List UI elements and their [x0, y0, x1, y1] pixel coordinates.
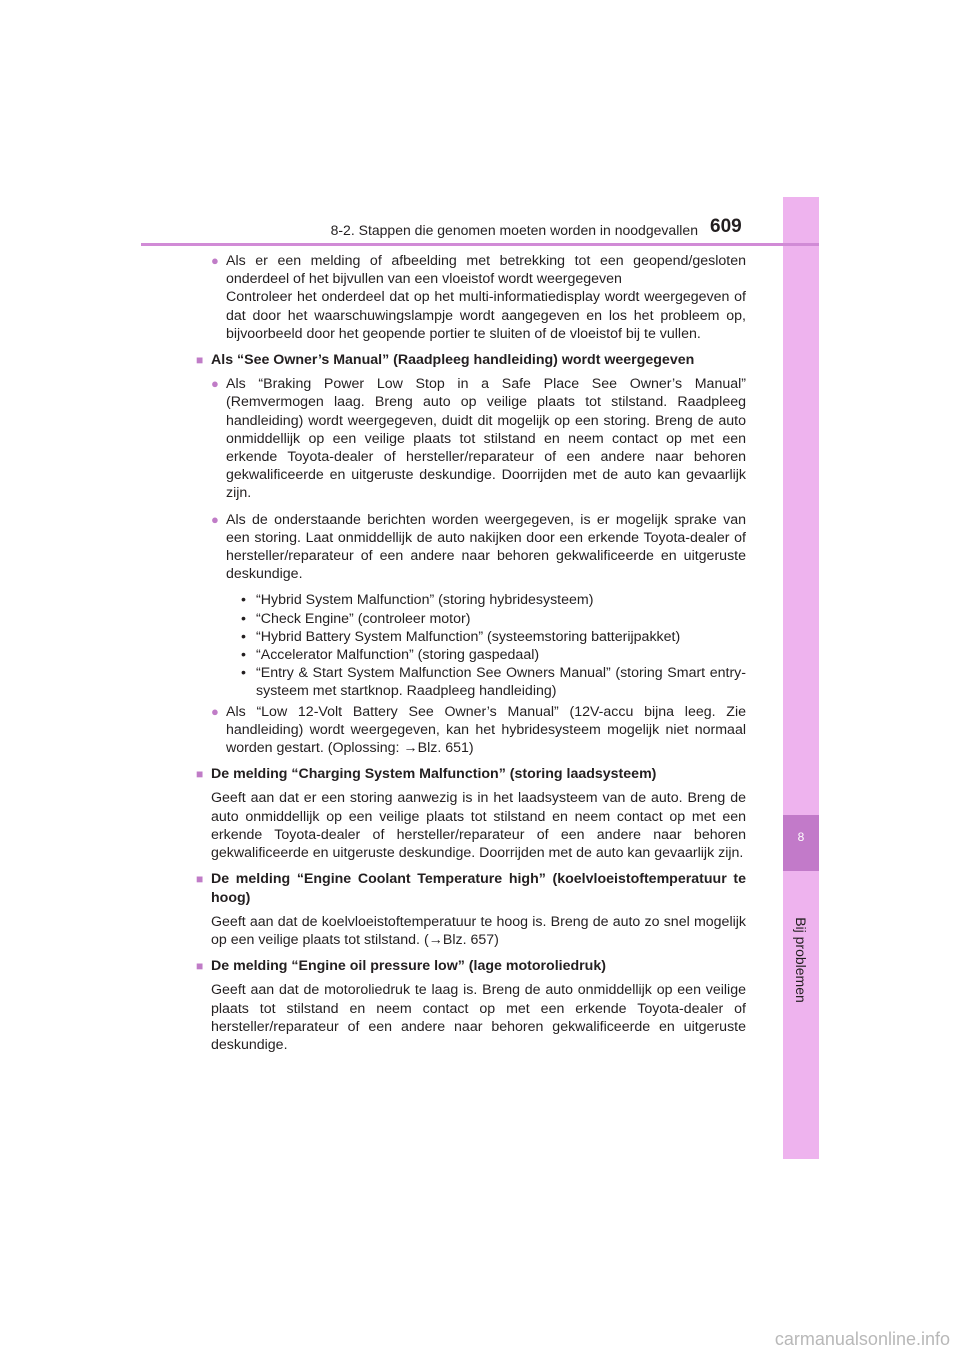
section-heading: ■ Als “See Owner’s Manual” (Raadpleeg handleiding) wordt weergegeven	[196, 351, 746, 369]
section-body: Geeft aan dat de motoroliedruk te laag is. Breng de auto onmiddellijk op een veilige plaats tot stilstand en neem contact op met een erkende Toyota-dealer of hersteller/reparateur of een andere naar behoren gekwalificeerde en uitgeruste deskundige.	[211, 982, 746, 1053]
list-item: ● Als de onderstaande berichten worden weergegeven, is er mogelijk sprake van een storing. Laat onmiddellijk de auto nakijken door een erkende Toyota-dealer of hersteller/reparateur of een andere naar behoren gekwalificeerde en uitgeruste deskundige.	[211, 511, 746, 584]
section-heading: ■ De melding “Engine oil pressure low” (lage motoroliedruk)	[196, 957, 746, 975]
section-header: 8-2. Stappen die genomen moeten worden in noodgevallen	[330, 222, 698, 238]
section-oil-pressure	[211, 957, 746, 1054]
message-list-item: • “Hybrid Battery System Malfunction” (systeemstoring batterijpakket)	[226, 628, 746, 646]
list-item	[211, 252, 746, 343]
watermark: carmanualsonline.info	[774, 1329, 950, 1349]
chapter-title: Bij problemen	[793, 917, 809, 1003]
page-content	[211, 252, 746, 1062]
section-charging-system	[211, 765, 746, 862]
chapter-number: 8	[797, 830, 805, 844]
section-heading: ■ De melding “Engine Coolant Temperature high” (koelvloeistoftemperatuur te hoog)	[196, 870, 746, 906]
section-body: Geeft aan dat er een storing aanwezig is in het laadsysteem van de auto. Breng de auto onmiddellijk op een veilige plaats tot stilstand en neem contact op met een erkende Toyota-dealer of hersteller/reparateur of een andere naar behoren gekwalificeerde en uitgeruste deskundige. Doorrijden met de auto kan gevaarlijk zijn.	[211, 790, 746, 862]
item-body: Controleer het onderdeel dat op het multi-informatiedisplay wordt weergegeven of dat door het waarschuwingslampje wordt aangegeven en los het probleem op, bijvoorbeeld door het geopende portier te sluiten of de vloeistof bij te vullen.	[226, 289, 746, 342]
list-item: ● Als “Low 12-Volt Battery See Owner’s Manual” (12V-accu bijna leeg. Zie handleiding) wordt weergegeven, kan het hybridesysteem mogelijk niet normaal worden gestart. (Oplossing: →Blz. 651)	[211, 703, 746, 758]
section-body: Geeft aan dat de koelvloeistoftemperatuur te hoog is. Breng de auto zo snel mogelijk op een veilige plaats tot stilstand. (→Blz. 657)	[211, 913, 746, 948]
section-heading: ■ De melding “Charging System Malfunction” (storing laadsysteem)	[196, 765, 746, 783]
side-tab	[783, 197, 819, 1159]
list-item: ● Als “Braking Power Low Stop in a Safe Place See Owner’s Manual” (Remvermogen laag. Breng auto op veilige plaats tot stilstand. Raadpleeg handleiding) wordt weergegeven, duidt dit mogelijk op een storing. Breng de auto onmiddellijk op een veilige plaats tot stilstand en neem contact op met een erkende Toyota-dealer of hersteller/reparateur of een andere naar behoren gekwalificeerde en uitgeruste deskundige. Doorrijden met de auto kan gevaarlijk zijn.	[211, 375, 746, 502]
page-number: 609	[710, 216, 742, 237]
message-list-item: • “Accelerator Malfunction” (storing gaspedaal)	[226, 646, 746, 664]
section-coolant-temperature	[211, 870, 746, 949]
message-list	[211, 591, 746, 700]
section-see-owners-manual	[211, 351, 746, 757]
header-rule	[141, 243, 819, 246]
message-list-item: • “Check Engine” (controleer motor)	[226, 610, 746, 628]
item-title: ● Als er een melding of afbeelding met betrekking tot een geopend/gesloten onderdeel of het bijvullen van een vloeistof wordt weergegeven	[226, 253, 746, 288]
message-list-item: • “Entry & Start System Malfunction See Owners Manual” (storing Smart entry-systeem met startknop. Raadpleeg handleiding)	[226, 664, 746, 700]
message-list-item: • “Hybrid System Malfunction” (storing hybridesysteem)	[226, 591, 746, 609]
